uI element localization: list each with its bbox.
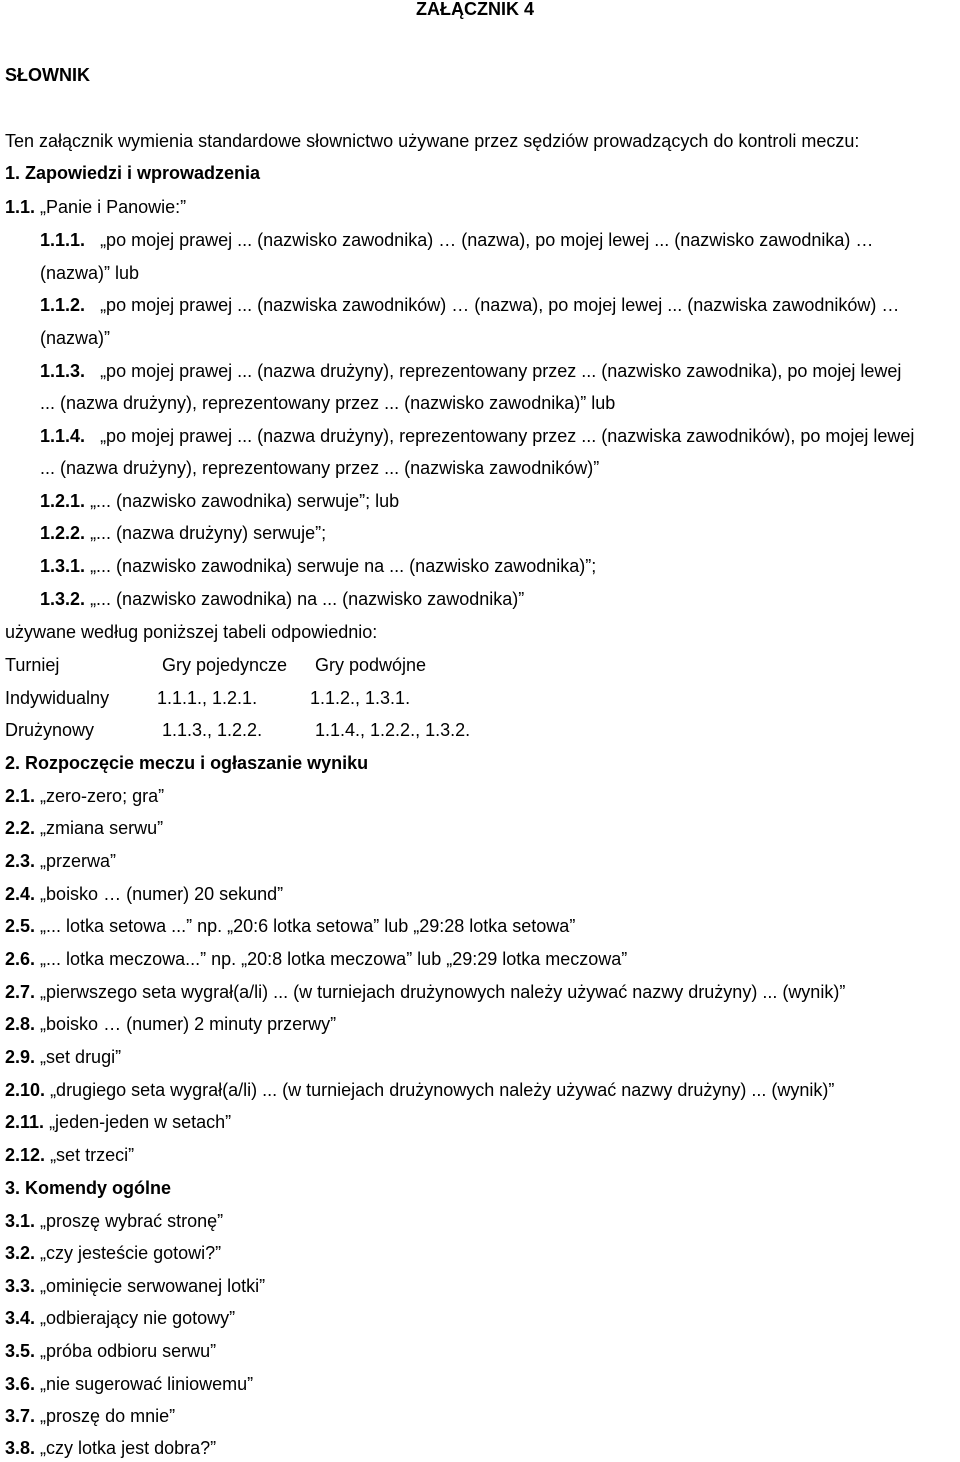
list-item bbox=[5, 948, 627, 970]
item-text: „... lotka meczowa...” np. „20:8 lotka meczowa” lub „29:29 lotka meczowa” bbox=[40, 949, 628, 969]
item-text: „Panie i Panowie:” bbox=[40, 197, 187, 217]
item-1-2-2 bbox=[40, 522, 326, 544]
list-item bbox=[5, 1307, 235, 1329]
table-cell: Drużynowy bbox=[5, 720, 95, 740]
list-item bbox=[5, 1079, 834, 1101]
item-number: 2.10. bbox=[5, 1080, 46, 1100]
item-number: 3.2. bbox=[5, 1243, 36, 1263]
list-item bbox=[5, 1437, 216, 1459]
item-text: „po mojej prawej ... (nazwisko zawodnika) … (nazwa), po mojej lewej ... (nazwisko zawodnika) … bbox=[100, 230, 874, 250]
item-text: „zmiana serwu” bbox=[40, 818, 164, 838]
item-number: 2.3. bbox=[5, 851, 36, 871]
item-text: „... (nazwisko zawodnika) serwuje na ... (nazwisko zawodnika)”; bbox=[90, 556, 597, 576]
item-number: 3.5. bbox=[5, 1341, 36, 1361]
item-number: 1.2.2. bbox=[40, 523, 86, 543]
item-text: „nie sugerować liniowemu” bbox=[40, 1374, 254, 1394]
item-number: 1.1.3. bbox=[40, 361, 86, 381]
table-cell: 1.1.2., 1.3.1. bbox=[310, 688, 411, 708]
list-item bbox=[5, 1242, 221, 1264]
list-item bbox=[5, 817, 163, 839]
page-title: ZAŁĄCZNIK 4 bbox=[416, 0, 534, 19]
section-1-heading: 1. Zapowiedzi i wprowadzenia bbox=[5, 163, 261, 183]
item-number: 1.1.1. bbox=[40, 230, 86, 250]
item-text: „przerwa” bbox=[40, 851, 117, 871]
item-text: „ominięcie serwowanej lotki” bbox=[40, 1276, 266, 1296]
item-1-3-2 bbox=[40, 588, 524, 610]
item-text: „czy jesteście gotowi?” bbox=[40, 1243, 222, 1263]
item-number: 2.4. bbox=[5, 884, 36, 904]
item-1-1-3-continuation: ... (nazwa drużyny), reprezentowany przez ... (nazwisko zawodnika)” lub bbox=[40, 393, 616, 413]
item-text: „drugiego seta wygrał(a/li) ... (w turniejach drużynowych należy używać nazwy drużyny) ... (wynik)” bbox=[50, 1080, 835, 1100]
item-number: 2.11. bbox=[5, 1112, 45, 1132]
item-text: „jeden-jeden w setach” bbox=[49, 1112, 232, 1132]
section-heading-slownik: SŁOWNIK bbox=[5, 65, 90, 85]
item-text: „boisko … (numer) 20 sekund” bbox=[40, 884, 284, 904]
table-cell: 1.1.1., 1.2.1. bbox=[157, 688, 258, 708]
table-header-turniej: Turniej bbox=[5, 655, 60, 675]
item-text: „zero-zero; gra” bbox=[40, 786, 165, 806]
item-number: 3.7. bbox=[5, 1406, 36, 1426]
list-item bbox=[5, 1340, 216, 1362]
list-item bbox=[5, 915, 575, 937]
item-text: „po mojej prawej ... (nazwiska zawodników) … (nazwa), po mojej lewej ... (nazwiska zawodników) … bbox=[100, 295, 900, 315]
item-number: 1.1. bbox=[5, 197, 36, 217]
item-1-1-2-continuation: (nazwa)” bbox=[40, 328, 111, 348]
item-text: „... lotka setowa ...” np. „20:6 lotka setowa” lub „29:28 lotka setowa” bbox=[40, 916, 576, 936]
section-3-heading: 3. Komendy ogólne bbox=[5, 1178, 172, 1198]
list-item bbox=[5, 1046, 121, 1068]
table-cell: 1.1.4., 1.2.2., 1.3.2. bbox=[315, 720, 471, 740]
item-text: „boisko … (numer) 2 minuty przerwy” bbox=[40, 1014, 337, 1034]
item-number: 3.1. bbox=[5, 1211, 36, 1231]
item-number: 2.12. bbox=[5, 1145, 46, 1165]
item-number: 2.2. bbox=[5, 818, 36, 838]
section-2-heading: 2. Rozpoczęcie meczu i ogłaszanie wyniku bbox=[5, 753, 369, 773]
item-1-1-4-continuation: ... (nazwa drużyny), reprezentowany przez ... (nazwiska zawodników)” bbox=[40, 458, 600, 478]
item-number: 1.1.4. bbox=[40, 426, 86, 446]
item-number: 3.3. bbox=[5, 1276, 36, 1296]
item-number: 3.4. bbox=[5, 1308, 36, 1328]
item-number: 2.8. bbox=[5, 1014, 36, 1034]
item-text: „... (nazwa drużyny) serwuje”; bbox=[90, 523, 327, 543]
list-item bbox=[5, 1405, 175, 1427]
table-header-doubles: Gry podwójne bbox=[315, 655, 427, 675]
item-number: 2.5. bbox=[5, 916, 36, 936]
list-item bbox=[5, 981, 845, 1003]
item-text: „próba odbioru serwu” bbox=[40, 1341, 217, 1361]
item-number: 1.1.2. bbox=[40, 295, 86, 315]
usage-note: używane według poniższej tabeli odpowiednio: bbox=[5, 622, 378, 642]
item-number: 3.6. bbox=[5, 1374, 36, 1394]
item-text: „po mojej prawej ... (nazwa drużyny), reprezentowany przez ... (nazwiska zawodników), po mojej lewej bbox=[100, 426, 915, 446]
item-text: „... (nazwisko zawodnika) na ... (nazwisko zawodnika)” bbox=[90, 589, 525, 609]
item-1-1-3 bbox=[40, 360, 901, 382]
item-number: 2.9. bbox=[5, 1047, 36, 1067]
item-1-1-4 bbox=[40, 425, 914, 447]
item-number: 3.8. bbox=[5, 1438, 36, 1458]
item-1-1-1-continuation: (nazwa)” lub bbox=[40, 263, 140, 283]
list-item bbox=[5, 1275, 265, 1297]
item-number: 2.6. bbox=[5, 949, 36, 969]
intro-paragraph: Ten załącznik wymienia standardowe słownictwo używane przez sędziów prowadzących do kontroli meczu: bbox=[5, 131, 860, 151]
table-cell: Indywidualny bbox=[5, 688, 110, 708]
item-text: „set trzeci” bbox=[50, 1145, 135, 1165]
item-1-3-1 bbox=[40, 555, 596, 577]
item-text: „pierwszego seta wygrał(a/li) ... (w turniejach drużynowych należy używać nazwy drużyny) ... (wynik)” bbox=[40, 982, 846, 1002]
list-item bbox=[5, 1373, 253, 1395]
item-1-1-1 bbox=[40, 229, 873, 251]
item-number: 2.1. bbox=[5, 786, 36, 806]
item-text: „proszę wybrać stronę” bbox=[40, 1211, 224, 1231]
list-item bbox=[5, 1210, 223, 1232]
item-number: 1.3.1. bbox=[40, 556, 86, 576]
item-text: „odbierający nie gotowy” bbox=[40, 1308, 236, 1328]
item-number: 1.2.1. bbox=[40, 491, 86, 511]
item-text: „czy lotka jest dobra?” bbox=[40, 1438, 217, 1458]
list-item bbox=[5, 785, 164, 807]
item-1-1 bbox=[5, 196, 186, 218]
list-item bbox=[5, 1111, 231, 1133]
list-item bbox=[5, 850, 116, 872]
item-1-1-2 bbox=[40, 294, 899, 316]
item-text: „proszę do mnie” bbox=[40, 1406, 176, 1426]
item-1-2-1 bbox=[40, 490, 399, 512]
list-item bbox=[5, 883, 283, 905]
item-text: „po mojej prawej ... (nazwa drużyny), reprezentowany przez ... (nazwisko zawodnika), po mojej lewej bbox=[100, 361, 902, 381]
table-cell: 1.1.3., 1.2.2. bbox=[162, 720, 263, 740]
item-text: „set drugi” bbox=[40, 1047, 122, 1067]
table-header-singles: Gry pojedyncze bbox=[162, 655, 288, 675]
item-text: „... (nazwisko zawodnika) serwuje”; lub bbox=[90, 491, 400, 511]
item-number: 2.7. bbox=[5, 982, 36, 1002]
item-number: 1.3.2. bbox=[40, 589, 86, 609]
list-item bbox=[5, 1013, 336, 1035]
list-item bbox=[5, 1144, 134, 1166]
